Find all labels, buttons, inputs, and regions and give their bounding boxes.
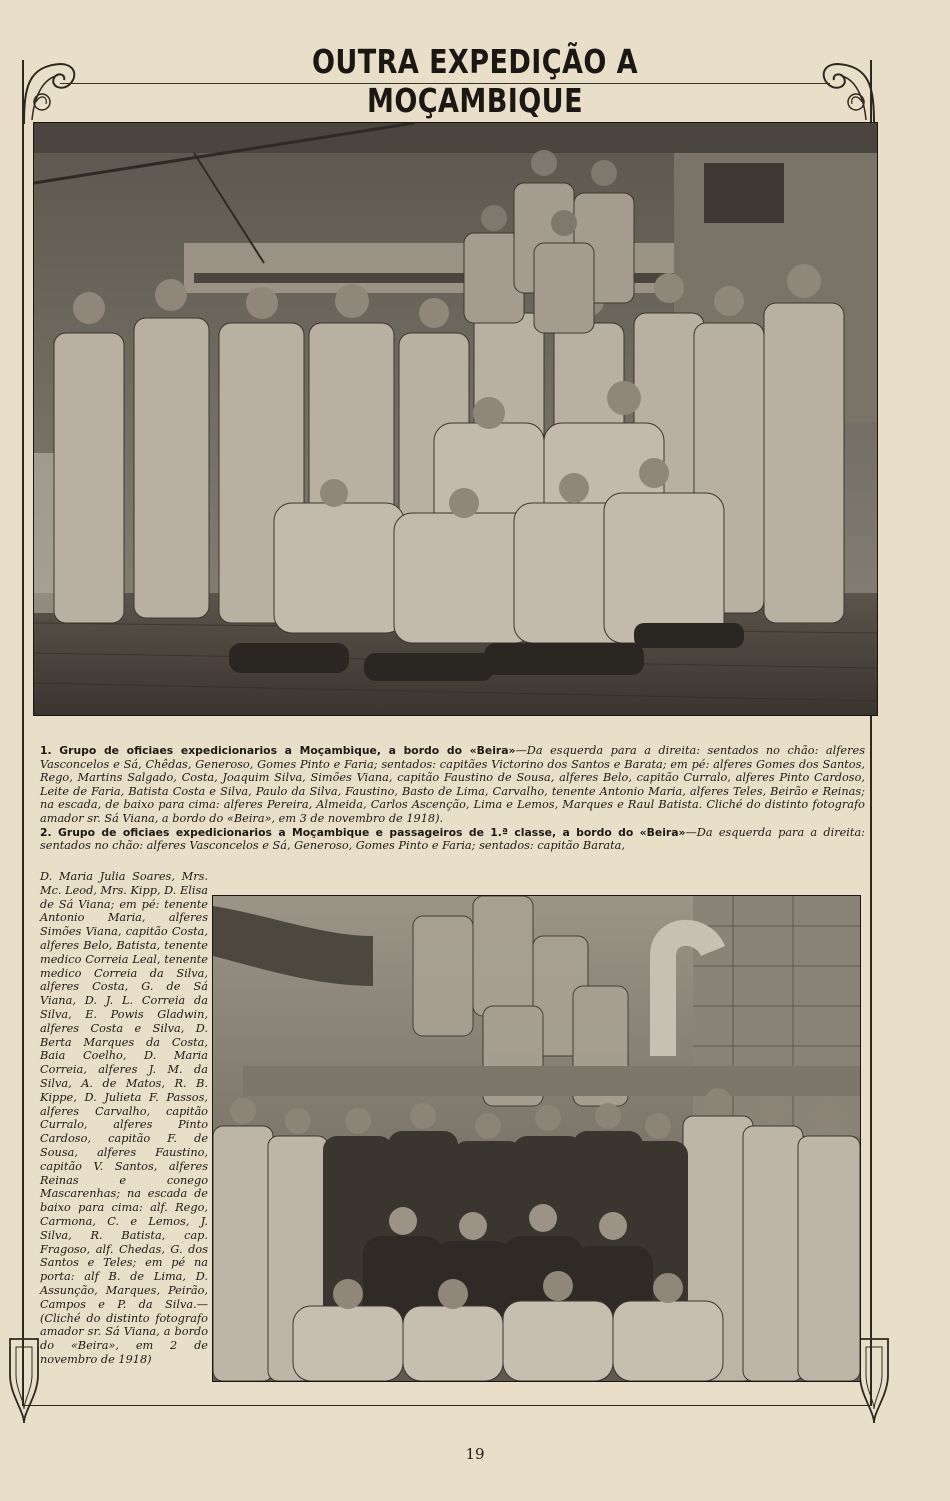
title-rule (60, 83, 830, 84)
caption-1-text: —Da esquerda para a direita: sentados no chão: alferes Vasconcelos e Sá, Chêdas, Generoso, Gomes Pinto e Faria; sentados: capitães Victorino dos Santos e Barata; em pé: alferes Gomes dos Santos, Rego, Martins Salgado, Costa, Joaquim Silva, Simões Viana, capitão Faustino de Sousa, alferes Belo, capitão Curralo, alferes Pinto Cardoso, Leite de Faria, Batista Costa e Silva, Paulo da Silva, Faustino, Basto de Lima, Carvalho, tenente Antonio Maria, alferes Teles, Beirão e Reinas; na escada, de baixo para cima: alferes Pereira, Almeida, Carlos Ascenção, Lima e Lemos, Marques e Raul Batista. Cliché do distinto fotografo amador sr. Sá Viana, a bordo do «Beira», em 3 de novembro de 1918). (40, 744, 865, 825)
caption-photo-2 (40, 826, 865, 853)
caption-block (40, 744, 865, 853)
photo-officers-and-passengers (212, 895, 861, 1382)
caption-2-text: —Da esquerda para a direita: sentados no chão: alferes Vasconcelos e Sá, Generoso, Gomes Pinto e Faria; sentados: capitão Barata, (40, 825, 865, 853)
caption-1-lead: 1. Grupo de oficiaes expedicionarios a Moçambique, a bordo do «Beira» (40, 744, 516, 757)
ornament-bottom-left-icon (8, 1335, 40, 1425)
frame-line-left (22, 60, 24, 1405)
page-number: 19 (465, 1445, 485, 1463)
ornament-top-right-icon (818, 58, 878, 128)
photo-officers-on-deck (33, 122, 878, 716)
ornament-top-left-icon (20, 58, 80, 128)
caption-2-lead: 2. Grupo de oficiaes expedicionarios a Moçambique e passageiros de 1.ª classe, a bordo do «Beira» (40, 825, 686, 839)
page-title: OUTRA EXPEDIÇÃO A MOÇAMBIQUE (312, 42, 638, 120)
frame-line-bottom (22, 1405, 872, 1406)
caption-photo-1 (40, 744, 865, 826)
ornament-bottom-right-icon (858, 1335, 890, 1425)
caption-2-continuation: D. Maria Julia Soares, Mrs. Mc. Leod, Mrs. Kipp, D. Elisa de Sá Viana; em pé: tenente Antonio Maria, alferes Simões Viana, capitão Costa, alferes Belo, Batista, tenente medico Correia Leal, tenente medico Correia da Silva, alferes Costa, G. de Sá Viana, D. J. L. Correia da Silva, E. Powis Gladwin, alferes Costa e Silva, D. Berta Marques da Costa, Baia Coelho, D. Maria Correia, alferes J. M. da Silva, A. de Matos, R. B. Kippe, D. Julieta F. Passos, alferes Carvalho, capitão Curralo, alferes Pinto Cardoso, capitão F. de Sousa, alferes Faustino, capitão V. Santos, alferes Reinas e conego Mascarenhas; na escada de baixo para cima: alf. Rego, Carmona, C. e Lemos, J. Silva, R. Batista, cap. Fragoso, alf. Chedas, G. dos Santos e Teles; em pé na porta: alf B. de Lima, D. Assunção, Marques, Peirão, Campos e P. da Silva.—(Cliché do distinto fotografo amador sr. Sá Viana, a bordo do «Beira», em 2 de novembro de 1918) (40, 870, 208, 1366)
